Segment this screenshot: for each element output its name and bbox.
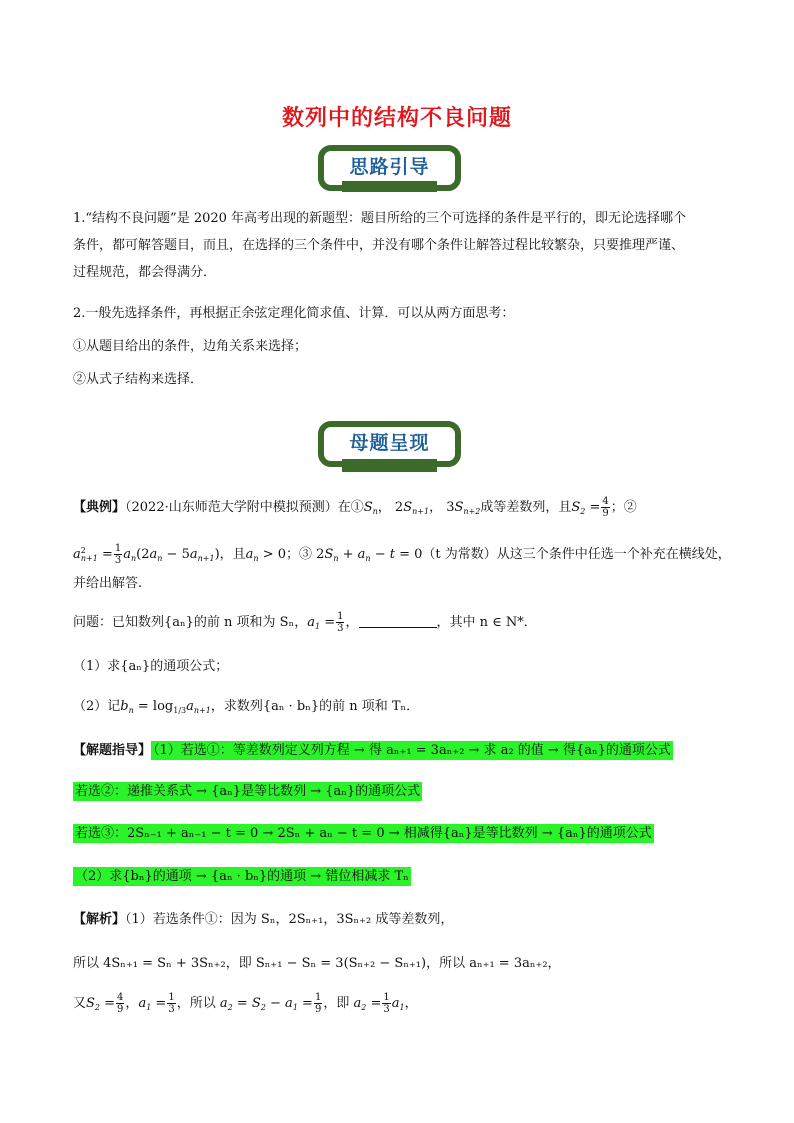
example-q2: （2）记$b_n = \log_{1/3}a_{n+1}$，求数列{aₙ · bₙ}的前 n 项和 Tₙ． — [73, 699, 420, 715]
section-badge-guide — [318, 145, 461, 193]
question-text: 问题：已知数列{aₙ}的前 n 项和为 Sₙ， — [73, 615, 308, 630]
guide-p3: ①从题目给出的条件，边角关系来选择； — [73, 339, 308, 354]
hint-highlight-3: 若选③：2Sₙ₋₁ + aₙ₋₁ − t = 0 → 2Sₙ + aₙ − t = 0 → 相减得{aₙ}是等比数列 → {aₙ}的通项公式 — [75, 826, 652, 841]
hint-highlight-1: （1）若选①：等差数列定义列方程 → 得 aₙ₊₁ = 3aₙ₊₂ → 求 a₂ 的值 → 得{aₙ}的通项公式 — [153, 743, 671, 758]
page-title: 数列中的结构不良问题 — [281, 106, 512, 131]
guide-p4: ②从式子结构来选择． — [73, 372, 204, 387]
hint-line2 — [73, 778, 723, 805]
solution-line3-tail: ， — [404, 996, 418, 1011]
solution-text-1: （1）若选条件①：因为 Sₙ，2Sₙ₊₁，3Sₙ₊₂ 成等差数列， — [125, 912, 454, 927]
example-source: （2022·山东师范大学附中模拟预测）在① — [125, 500, 364, 515]
solution-tag: 【解析】 — [73, 912, 126, 927]
example-question: 问题：已知数列{aₙ}的前 n 项和为 Sₙ，$a_1$ = $\frac{1}{3}$ ， ，其中 n ∈ N*． — [73, 611, 537, 634]
guide-p1-line3: 过程规范，都会得满分． — [73, 265, 217, 280]
guide-p1-line2: 条件，都可解答题目，而且，在选择的三个条件中，并没有哪个条件让解答过程比较繁杂，只要推理严谨、 — [73, 238, 685, 253]
example-cond-text: 成等差数列，且 — [480, 500, 572, 515]
hint-line4 — [73, 863, 723, 890]
example-q1: （1）求{aₙ}的通项公式； — [73, 659, 229, 674]
q2-tail: ，求数列{aₙ · bₙ}的前 n 项和 Tₙ． — [210, 699, 420, 714]
example-line3: 并给出解答. — [73, 576, 143, 591]
example-line1: 【典例】（2022·山东师范大学附中模拟预测）在$①S_n$， $2S_{n+1}$， $3S_{n+2}$成等差数列，且$S_2$ = $\frac{4}{9}$ ；② — [73, 496, 637, 519]
answer-blank — [359, 615, 437, 628]
badge-label: 母题呈现 — [349, 432, 430, 454]
solution-line1 — [73, 906, 723, 933]
solution-line3: 又$S_2$ = $\frac{4}{9}$ ，$a_1$ = $\frac{1}{3}$ ，所以 $a_2 = S_2 - a_1$ = $\frac{1}{9}$ ，即 $a_2$ = $\frac{1}{3}$ $a_1$， — [73, 992, 418, 1015]
guide-p1-line1: 1.“结构不良问题”是 2020 年高考出现的新题型：题目所给的三个可选择的条件是平行的，即无论选择哪个 — [73, 211, 687, 226]
section-badge-problem — [318, 421, 461, 469]
example-cond2-mid: ，且 — [219, 547, 246, 562]
example-line2: $a^2_{n+1}$ = $\frac{1}{3}$ $a_n(2a_n - 5a_{n+1})$，且$a_n > 0$；③ $2S_n + a_n - t = 0(t$ 为常数）从这三个条件中任选一个补充在横线处， — [73, 543, 731, 566]
hint-line1 — [73, 737, 723, 764]
solution-line3-head: 又 — [73, 996, 87, 1011]
hint-highlight-4: （2）求{bₙ}的通项 → {aₙ · bₙ}的通项 → 错位相减求 Tₙ — [75, 869, 409, 884]
example-tag: 【典例】 — [73, 500, 126, 515]
q2-head: （2）记 — [73, 699, 121, 714]
guide-p2: 2.一般先选择条件，再根据正余弦定理化简求值、计算．可以从两方面思考： — [73, 306, 515, 321]
question-tail: ，其中 n ∈ N*． — [436, 615, 537, 630]
hint-highlight-2: 若选②：递推关系式 → {aₙ}是等比数列 → {aₙ}的通项公式 — [75, 784, 421, 799]
example-cond3-tail: （t 为常数）从这三个条件中任选一个补充在横线处， — [422, 547, 731, 562]
badge-label: 思路引导 — [349, 156, 430, 178]
solution-line2: 所以 4Sₙ₊₁ = Sₙ + 3Sₙ₊₂，即 Sₙ₊₁ − Sₙ = 3(Sₙ₊₂ − Sₙ₊₁)，所以 aₙ₊₁ = 3aₙ₊₂， — [73, 956, 561, 971]
hint-line3 — [73, 820, 723, 847]
hint-tag: 【解题指导】 — [73, 743, 152, 758]
